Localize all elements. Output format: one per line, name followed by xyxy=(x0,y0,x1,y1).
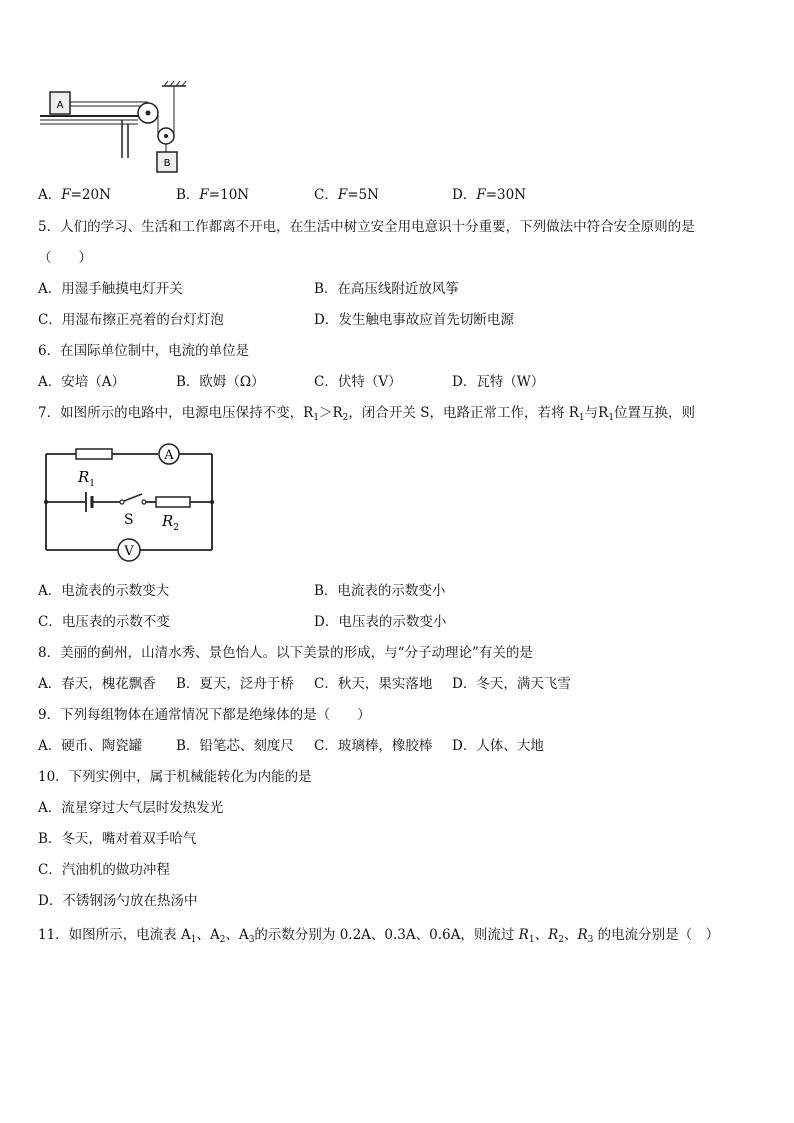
switch-label: S xyxy=(124,512,134,528)
q5-stem-paren: （ ） xyxy=(38,250,92,266)
q7-option-b: B．电流表的示数变小 xyxy=(314,583,446,599)
block-a-label: A xyxy=(56,100,64,111)
circuit-figure-q7 xyxy=(38,438,222,568)
q10-option-d: D．不锈钢汤勺放在热汤中 xyxy=(38,893,198,909)
ammeter-label: A xyxy=(164,448,174,463)
voltmeter-label: V xyxy=(124,544,134,559)
q10-option-b: B．冬天，嘴对着双手哈气 xyxy=(38,831,197,847)
q8-option-b: B．夏天，泛舟于桥 xyxy=(176,676,294,692)
q6-option-a: A．安培（A） xyxy=(38,374,125,390)
q9-option-d: D．人体、大地 xyxy=(452,738,544,754)
q7-option-c: C．电压表的示数不变 xyxy=(38,614,170,630)
q5-option-b: B．在高压线附近放风筝 xyxy=(314,281,459,297)
q8-stem: 8．美丽的蓟州，山清水秀、景色怡人。以下美景的形成，与“分子动理论”有关的是 xyxy=(38,645,533,661)
block-b-label: B xyxy=(163,158,171,169)
q5-option-c: C．用湿布擦正亮着的台灯灯泡 xyxy=(38,312,224,328)
q5-stem: 5．人们的学习、生活和工作都离不开电，在生活中树立安全用电意识十分重要，下列做法中符合安全原则的是 xyxy=(38,219,695,235)
q9-stem: 9．下列每组物体在通常情况下都是绝缘体的是（ ） xyxy=(38,707,371,723)
q8-option-a: A．春天，槐花飘香 xyxy=(38,676,156,692)
q10-option-c: C．汽油机的做功冲程 xyxy=(38,862,170,878)
r1-label: $R_1$ xyxy=(78,468,96,489)
q10-stem: 10．下列实例中，属于机械能转化为内能的是 xyxy=(38,769,312,785)
q7-option-d: D．电压表的示数变小 xyxy=(314,614,447,630)
q10-option-a: A．流星穿过大气层时发热发光 xyxy=(38,800,224,816)
q7-option-a: A．电流表的示数变大 xyxy=(38,583,170,599)
resistor-r1 xyxy=(76,449,112,459)
q9-option-c: C．玻璃棒，橡胶棒 xyxy=(314,738,433,754)
switch-s xyxy=(124,494,142,501)
r2-label: $R_2$ xyxy=(162,512,180,533)
q6-stem: 6．在国际单位制中，电流的单位是 xyxy=(38,343,250,359)
q5-option-d: D．发生触电事故应首先切断电源 xyxy=(314,312,514,328)
q4-option-a: A．F=20N xyxy=(38,187,111,203)
q6-option-d: D．瓦特（W） xyxy=(452,374,545,390)
pulley-figure xyxy=(38,78,198,178)
q8-option-d: D．冬天，满天飞雪 xyxy=(452,676,571,692)
q6-option-b: B．欧姆（Ω） xyxy=(176,374,265,390)
q9-option-a: A．硬币、陶瓷罐 xyxy=(38,738,143,754)
q6-option-c: C．伏特（V） xyxy=(314,374,402,390)
q7-stem: 7．如图所示的电路中，电源电压保持不变，$R_1>R_2$，闭合开关 S，电路正常工作，若将 $R_1$与$R_1$位置互换，则 xyxy=(38,405,696,423)
q4-option-b: B．F=10N xyxy=(176,187,250,203)
q9-option-b: B．铅笔芯、刻度尺 xyxy=(176,738,294,754)
q11-stem: 11．如图所示，电流表 $A_1$、$A_2$、$A_3$的示数分别为 0.2A、0.3A、0.6A，则流过 $R_1$、$R_2$、$R_3$ 的电流分别是（ ） xyxy=(38,927,720,945)
resistor-r2 xyxy=(156,497,190,507)
q8-option-c: C．秋天，果实落地 xyxy=(314,676,433,692)
q4-option-c: C．F=5N xyxy=(314,187,379,203)
q4-option-d: D．F=30N xyxy=(452,187,527,203)
q5-option-a: A．用湿手触摸电灯开关 xyxy=(38,281,183,297)
